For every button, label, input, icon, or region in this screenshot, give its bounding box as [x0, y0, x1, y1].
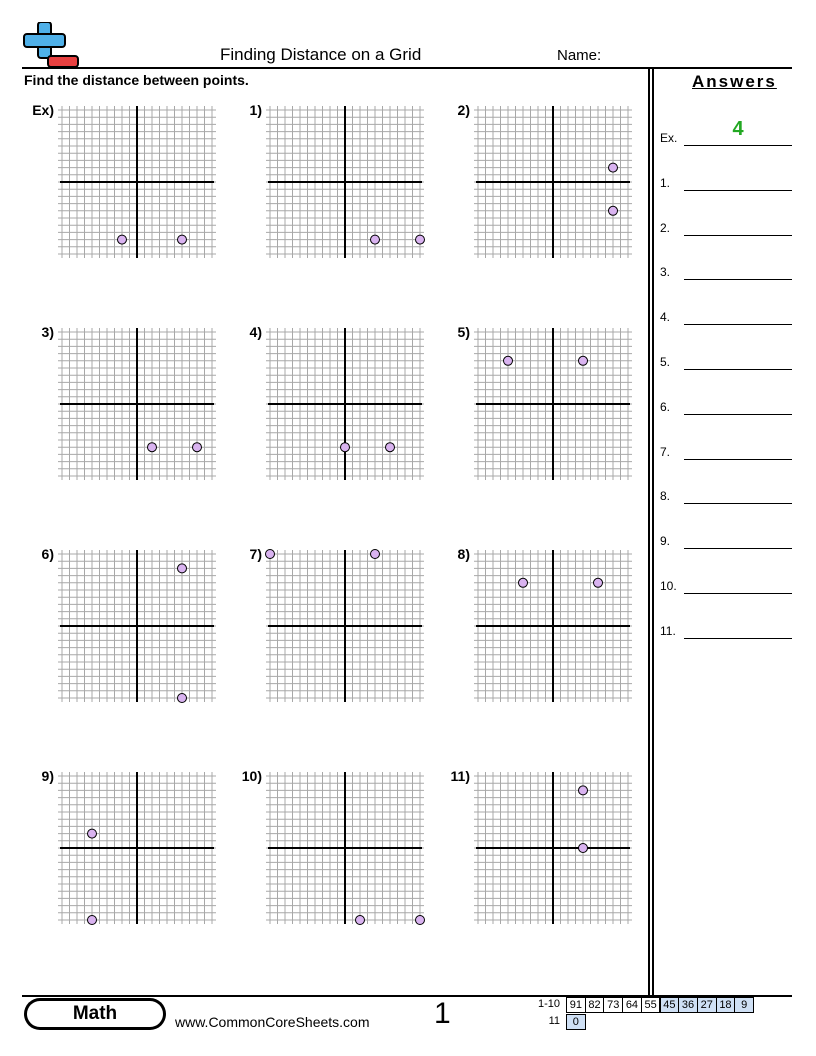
answer-label: 1.	[660, 175, 671, 190]
problem-label: 1)	[249, 102, 262, 118]
answer-label: 3.	[660, 265, 671, 280]
plotted-point	[178, 564, 187, 573]
answer-label: 10.	[660, 579, 677, 593]
coordinate-grid	[62, 110, 212, 254]
plotted-point	[579, 844, 588, 853]
website-link[interactable]: www.CommonCoreSheets.com	[175, 1014, 370, 1030]
coordinate-grid	[270, 332, 420, 476]
answer-label: 6.	[660, 399, 671, 414]
answer-label: 9.	[660, 534, 671, 549]
problem-label: 8)	[457, 546, 470, 562]
coordinate-grid	[62, 332, 212, 476]
problem-label: 2)	[457, 102, 470, 118]
answer-blank[interactable]	[684, 190, 792, 191]
answer-blank[interactable]	[684, 145, 792, 146]
plotted-point	[356, 916, 365, 925]
plotted-point	[88, 916, 97, 925]
plotted-point	[416, 916, 425, 925]
subject-label: Math	[27, 1001, 163, 1027]
coordinate-grid	[270, 554, 420, 698]
header-rule	[22, 67, 792, 69]
plotted-point	[579, 786, 588, 795]
plotted-point	[609, 206, 618, 215]
plotted-point	[88, 829, 97, 838]
page-number: 1	[434, 997, 451, 1030]
score-row-label: 11	[548, 1015, 560, 1027]
problem-label: 4)	[249, 324, 262, 340]
answer-column-divider	[648, 68, 650, 996]
name-label: Name:	[557, 47, 602, 64]
answer-label: 8.	[660, 489, 671, 504]
logo-icon	[22, 22, 80, 68]
page-title: Finding Distance on a Grid	[220, 45, 422, 64]
answer-blank[interactable]	[684, 459, 792, 460]
plotted-point	[178, 694, 187, 703]
plotted-point	[416, 235, 425, 244]
answer-blank[interactable]	[684, 593, 792, 594]
coordinate-grid	[478, 776, 628, 920]
plotted-point	[504, 356, 513, 365]
coordinate-grid	[478, 110, 628, 254]
answer-blank[interactable]	[684, 279, 792, 280]
answer-label: Ex.	[660, 131, 678, 145]
answer-label: 7.	[660, 444, 671, 459]
answer-label: 11.	[660, 623, 676, 638]
score-cell: 36	[678, 997, 698, 1013]
answer-blank[interactable]	[684, 503, 792, 504]
score-row-label: 1-10	[537, 998, 560, 1010]
score-cell: 82	[585, 997, 605, 1013]
score-cell: 45	[660, 997, 680, 1013]
plotted-point	[371, 550, 380, 559]
coordinate-grid	[62, 554, 212, 698]
coordinate-grid	[478, 554, 628, 698]
plotted-point	[386, 443, 395, 452]
problem-label: 11)	[450, 768, 470, 784]
score-cell: 18	[716, 997, 736, 1013]
problem-label: 6)	[41, 546, 54, 562]
score-cell: 73	[603, 997, 623, 1013]
answer-value: 4	[732, 118, 744, 140]
instructions: Find the distance between points.	[24, 72, 249, 88]
answer-blank[interactable]	[684, 414, 792, 415]
coordinate-grid	[62, 776, 212, 920]
answers-title: Answers	[692, 72, 777, 91]
score-cell: 0	[566, 1014, 586, 1030]
coordinate-grid	[270, 110, 420, 254]
plotted-point	[341, 443, 350, 452]
plotted-point	[118, 235, 127, 244]
plotted-point	[178, 235, 187, 244]
answer-blank[interactable]	[684, 548, 792, 549]
problem-label: 10)	[241, 768, 262, 784]
plotted-point	[519, 578, 528, 587]
score-cell: 9	[734, 997, 754, 1013]
plotted-point	[609, 163, 618, 172]
subject-badge	[24, 998, 166, 1030]
plotted-point	[193, 443, 202, 452]
problem-label: 9)	[41, 768, 54, 784]
answer-blank[interactable]	[684, 324, 792, 325]
score-cell: 55	[641, 997, 661, 1013]
plotted-point	[371, 235, 380, 244]
problem-label: Ex)	[32, 102, 54, 118]
answer-column-divider	[652, 68, 654, 996]
problem-label: 7)	[249, 546, 262, 562]
answer-label: 2.	[660, 220, 671, 235]
plotted-point	[579, 356, 588, 365]
answer-label: 5.	[660, 355, 671, 369]
score-cell: 64	[622, 997, 642, 1013]
score-cell: 91	[566, 997, 586, 1013]
plotted-point	[148, 443, 157, 452]
coordinate-grid	[478, 332, 628, 476]
plotted-point	[266, 550, 275, 559]
answer-blank[interactable]	[684, 235, 792, 236]
answer-blank[interactable]	[684, 369, 792, 370]
score-cell: 27	[697, 997, 717, 1013]
problem-label: 5)	[457, 324, 470, 340]
answer-blank[interactable]	[684, 638, 792, 639]
coordinate-grid	[270, 776, 420, 920]
plotted-point	[594, 578, 603, 587]
problem-label: 3)	[41, 324, 54, 340]
answer-label: 4.	[660, 310, 671, 325]
